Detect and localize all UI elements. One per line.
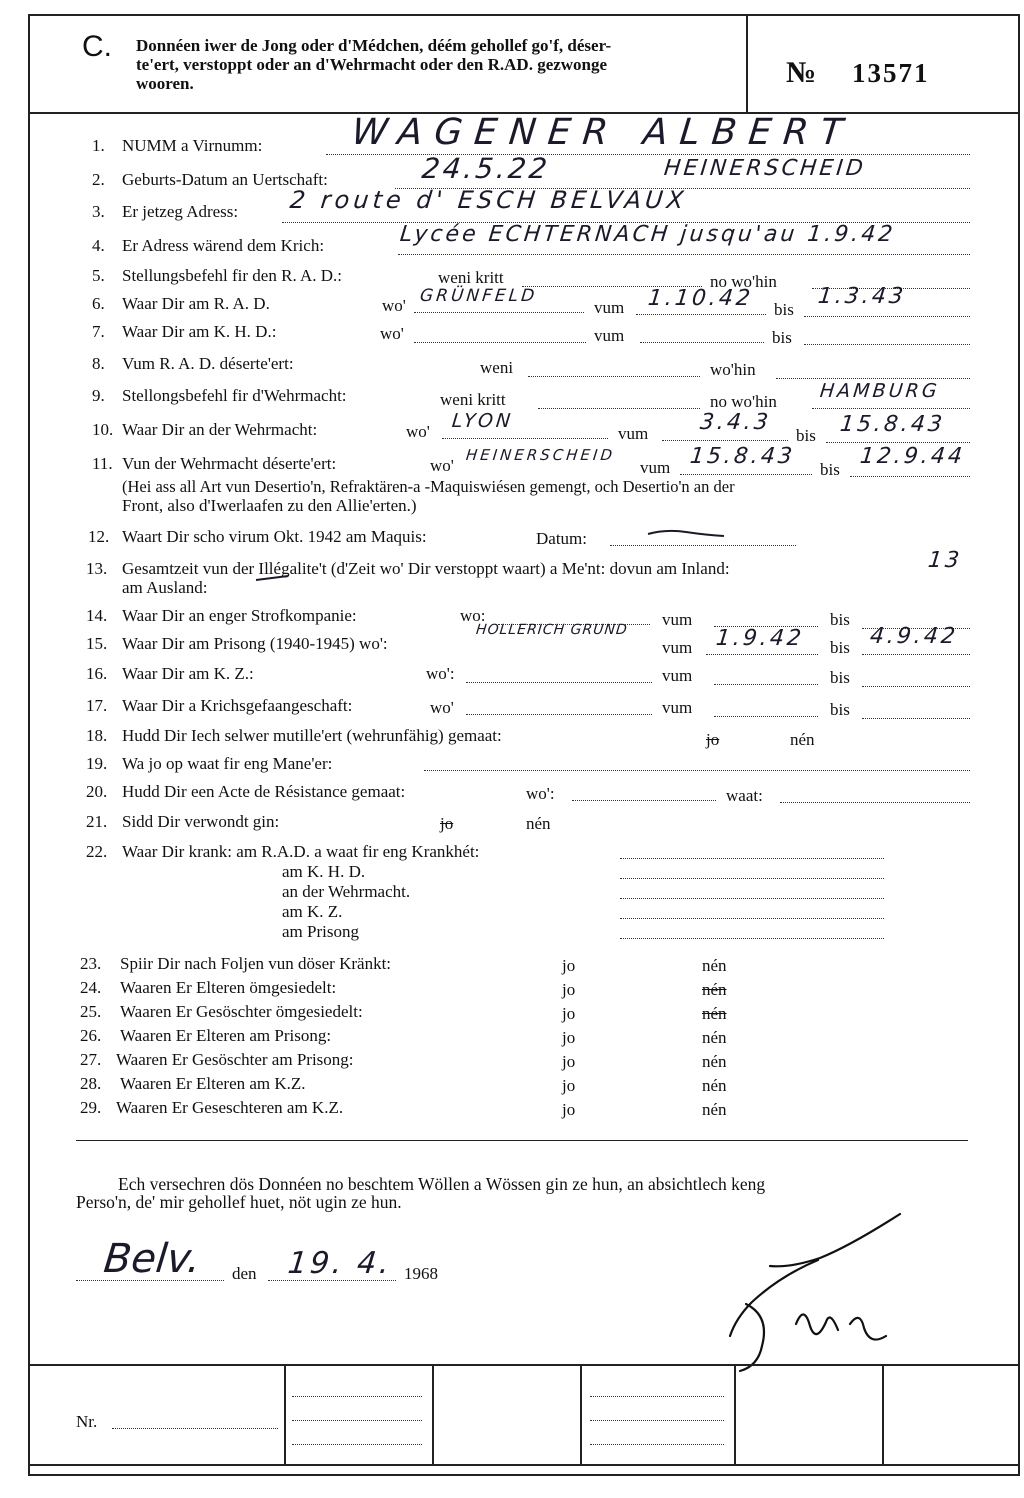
row-6-line-a: [414, 312, 584, 313]
row-16-line-b: [714, 684, 818, 685]
row-20-wo: wo':: [526, 784, 555, 803]
section-divider: [76, 1140, 968, 1141]
row-10-line-c: [826, 442, 970, 443]
place-value: Belv.: [101, 1236, 203, 1282]
header-divider: [746, 14, 748, 112]
row-10-line-a: [442, 438, 608, 439]
row-18-label: Hudd Dir Iech selwer mutille'ert (wehrunfähig) gemaat:: [122, 726, 502, 745]
row-15-wo-value: HOLLERICH GRUND: [475, 622, 629, 638]
row-13-inland-value: 13: [926, 548, 964, 573]
row-26-label: Waaren Er Elteren am Prisong:: [120, 1026, 332, 1045]
row-25-label: Waaren Er Gesöschter ömgesiedelt:: [120, 1002, 363, 1021]
row-11-wo-value: HEINERSCHEID: [465, 446, 616, 464]
row-26-nen: nén: [702, 1028, 727, 1047]
row-12-datum: Datum:: [536, 529, 587, 548]
frame-right: [1018, 14, 1020, 1476]
row-6-wo: wo': [382, 296, 406, 315]
row-21-jo: jo: [440, 814, 454, 833]
row-8-line-b: [776, 378, 970, 379]
row-9-weni: weni kritt: [440, 390, 506, 409]
row-3-value: 2 route d' ESCH BELVAUX: [288, 186, 689, 214]
row-5-num: 5.: [92, 266, 105, 285]
row-22-sub-wehrmacht: an der Wehrmacht.: [282, 882, 411, 901]
footer-line-6: [590, 1444, 724, 1445]
frame-top: [28, 14, 1020, 16]
row-11-line-b: [680, 474, 812, 475]
row-13-num: 13.: [86, 559, 108, 578]
date-year: 1968: [404, 1264, 438, 1283]
form-letter: C.: [82, 30, 112, 63]
row-11-bis-value: 12.9.44: [858, 444, 967, 469]
row-16-wo: wo':: [426, 664, 455, 683]
row-23-label: Spiir Dir nach Foljen vun döser Kränkt:: [120, 954, 392, 973]
row-10-bis-value: 15.8.43: [838, 412, 947, 437]
row-9-line-b: [812, 408, 970, 409]
row-27-nen: nén: [702, 1052, 727, 1071]
row-15-num: 15.: [86, 634, 108, 653]
row-28-jo: jo: [562, 1076, 576, 1095]
row-24-jo: jo: [562, 980, 576, 999]
row-10-wo-value: LYON: [450, 410, 515, 432]
row-18-num: 18.: [86, 726, 108, 745]
row-21-nen: nén: [526, 814, 551, 833]
row-19-num: 19.: [86, 754, 108, 773]
row-11-line-c: [850, 476, 970, 477]
row-3-num: 3.: [92, 202, 105, 221]
row-6-num: 6.: [92, 294, 105, 313]
row-9-nowohin: no wo'hin: [710, 392, 777, 411]
row-20-waat: waat:: [726, 786, 763, 805]
row-29-num: 29.: [80, 1098, 102, 1117]
row-1-label: NUMM a Virnumm:: [122, 136, 263, 155]
row-11-note-2: Front, also d'Iwerlaafen zu den Allie'erten.): [122, 496, 417, 515]
footer-top: [28, 1364, 1020, 1366]
row-15-label: Waar Dir am Prisong (1940-1945) wo':: [122, 634, 388, 653]
footer-col-3: [580, 1364, 582, 1464]
footer-col-4: [734, 1364, 736, 1464]
row-25-jo: jo: [562, 1004, 576, 1023]
row-10-label: Waar Dir an der Wehrmacht:: [122, 420, 318, 439]
row-14-wo: wo:: [460, 606, 486, 625]
row-17-vum: vum: [662, 698, 693, 717]
row-6-bis: bis: [774, 300, 794, 319]
row-26-num: 26.: [80, 1026, 102, 1045]
row-22-line-0: [620, 858, 884, 859]
row-11-vum: vum: [640, 458, 671, 477]
row-8-weni: weni: [480, 358, 514, 377]
footer-nr: Nr.: [76, 1412, 98, 1431]
footer-nr-line: [112, 1428, 278, 1429]
row-29-jo: jo: [562, 1100, 576, 1119]
row-19-label: Wa jo op waat fir eng Mane'er:: [122, 754, 333, 773]
row-14-label: Waar Dir an enger Strofkompanie:: [122, 606, 357, 625]
row-2-label: Geburts-Datum an Uertschaft:: [122, 170, 328, 189]
row-12-label: Waart Dir scho virum Okt. 1942 am Maquis:: [122, 527, 427, 546]
row-13-ausland: am Ausland:: [122, 578, 208, 597]
row-15-bis: bis: [830, 638, 850, 657]
row-29-nen: nén: [702, 1100, 727, 1119]
row-27-jo: jo: [562, 1052, 576, 1071]
row-7-line-b: [640, 342, 764, 343]
row-15-line-c: [862, 654, 970, 655]
row-28-label: Waaren Er Elteren am K.Z.: [120, 1074, 306, 1093]
row-7-wo: wo': [380, 324, 404, 343]
row-9-label: Stellongsbefehl fir d'Wehrmacht:: [122, 386, 347, 405]
signature: [700, 1206, 920, 1376]
row-10-wo: wo': [406, 422, 430, 441]
row-16-label: Waar Dir am K. Z.:: [122, 664, 254, 683]
row-12-num: 12.: [88, 527, 110, 546]
footer-col-5: [882, 1364, 884, 1464]
row-14-bis: bis: [830, 610, 850, 629]
row-11-label: Vun der Wehrmacht déserte'ert:: [122, 454, 337, 473]
row-26-jo: jo: [562, 1028, 576, 1047]
row-2-place: HEINERSCHEID: [662, 156, 868, 181]
row-9-line-a: [538, 408, 700, 409]
row-9-nowohin-value: HAMBURG: [818, 380, 941, 402]
row-11-vum-value: 15.8.43: [688, 444, 797, 469]
row-19-line: [424, 770, 970, 771]
row-7-bis: bis: [772, 328, 792, 347]
row-22-line-3: [620, 918, 884, 919]
row-2-date: 24.5.22: [420, 152, 552, 185]
row-17-line-b: [714, 716, 818, 717]
footer-line-2: [292, 1420, 422, 1421]
row-16-line-a: [466, 682, 652, 683]
row-17-line-c: [862, 718, 970, 719]
row-6-vum: vum: [594, 298, 625, 317]
frame-bottom: [28, 1474, 1020, 1476]
row-23-jo: jo: [562, 956, 576, 975]
row-17-label: Waar Dir a Krichsgefaangeschaft:: [122, 696, 353, 715]
row-11-note-1: (Hei ass all Art vun Desertio'n, Refraktären-a -Maquiswiésen gemengt, och Desertio'n an der: [122, 477, 735, 496]
row-27-label: Waaren Er Gesöschter am Prisong:: [116, 1050, 354, 1069]
row-4-num: 4.: [92, 236, 105, 255]
row-17-wo: wo': [430, 698, 454, 717]
footer-col-1: [284, 1364, 286, 1464]
footer-line-1: [292, 1396, 422, 1397]
row-4-value: Lycée ECHTERNACH jusqu'au 1.9.42: [398, 222, 897, 247]
form-title: Donnéen iwer de Jong oder d'Médchen, déém gehollef go'f, déser- te'ert, verstoppt oder an d'Wehrmacht oder den R.AD. gezwonge wooren.: [136, 36, 612, 93]
row-24-nen: nén: [702, 980, 727, 999]
form-number: 13571: [852, 58, 930, 88]
row-5-weni: weni kritt: [438, 268, 504, 287]
row-13-label: Gesamtzeit vun der Illégalite't (d'Zeit wo' Dir verstoppt waart) a Me'nt: dovun am Inland:: [122, 559, 730, 578]
row-4-line: [398, 254, 970, 255]
row-6-vum-value: 1.10.42: [646, 286, 755, 311]
row-7-vum: vum: [594, 326, 625, 345]
row-20-line-a: [572, 800, 716, 801]
footer-bottom: [28, 1464, 1020, 1466]
row-10-num: 10.: [92, 420, 114, 439]
row-5-nowohin: no wo'hin: [710, 272, 777, 291]
row-16-vum: vum: [662, 666, 693, 685]
row-8-line-a: [528, 376, 700, 377]
row-13-ausland-dash: [254, 572, 290, 584]
row-6-wo-value: GRÜNFELD: [418, 286, 539, 306]
row-16-bis: bis: [830, 668, 850, 687]
row-3-label: Er jetzeg Adress:: [122, 202, 239, 221]
row-15-vum-value: 1.9.42: [714, 626, 806, 651]
row-27-num: 27.: [80, 1050, 102, 1069]
row-6-line-c: [804, 316, 970, 317]
row-15-vum: vum: [662, 638, 693, 657]
date-value: 19. 4.: [286, 1246, 394, 1281]
footer-col-2: [432, 1364, 434, 1464]
row-22-line-2: [620, 898, 884, 899]
date-den: den: [232, 1264, 257, 1283]
row-6-label: Waar Dir am R. A. D.: [122, 294, 270, 313]
footer-line-5: [590, 1420, 724, 1421]
row-15-bis-value: 4.9.42: [868, 624, 960, 649]
row-10-vum: vum: [618, 424, 649, 443]
row-16-line-c: [862, 686, 970, 687]
row-21-num: 21.: [86, 812, 108, 831]
row-23-nen: nén: [702, 956, 727, 975]
row-10-vum-value: 3.4.3: [698, 410, 773, 435]
row-20-line-b: [780, 802, 970, 803]
row-17-line-a: [466, 714, 652, 715]
row-29-label: Waaren Er Geseschteren am K.Z.: [116, 1098, 344, 1117]
row-8-label: Vum R. A. D. déserte'ert:: [122, 354, 294, 373]
footer-line-4: [590, 1396, 724, 1397]
row-10-line-b: [662, 440, 788, 441]
row-11-wo: wo': [430, 456, 454, 475]
row-22-sub-prisong: am Prisong: [282, 922, 359, 941]
row-7-label: Waar Dir am K. H. D.:: [122, 322, 277, 341]
row-7-num: 7.: [92, 322, 105, 341]
row-24-label: Waaren Er Elteren ömgesiedelt:: [120, 978, 337, 997]
row-25-nen: nén: [702, 1004, 727, 1023]
row-24-num: 24.: [80, 978, 102, 997]
row-20-num: 20.: [86, 782, 108, 801]
row-23-num: 23.: [80, 954, 102, 973]
row-8-wohin: wo'hin: [710, 360, 756, 379]
row-8-num: 8.: [92, 354, 105, 373]
row-5-label: Stellungsbefehl fir den R. A. D.:: [122, 266, 343, 285]
row-6-bis-value: 1.3.43: [816, 284, 908, 309]
row-22-sub-kz: am K. Z.: [282, 902, 343, 921]
row-14-vum: vum: [662, 610, 693, 629]
declaration-line-2: Perso'n, de' mir gehollef huet, nöt ugin ze hun.: [76, 1192, 402, 1212]
row-7-line-a: [414, 342, 586, 343]
row-11-num: 11.: [92, 454, 113, 473]
row-18-nen: nén: [790, 730, 815, 749]
row-11-bis: bis: [820, 460, 840, 479]
declaration-line-1: Ech versechren dös Donnéen no beschtem Wöllen a Wössen gin ze hun, an absichtlech keng: [118, 1174, 766, 1194]
row-15-line-b: [706, 654, 818, 655]
frame-left: [28, 14, 30, 1476]
row-22-num: 22.: [86, 842, 108, 861]
row-20-label: Hudd Dir een Acte de Résistance gemaat:: [122, 782, 406, 801]
row-7-line-c: [804, 344, 970, 345]
row-1-value: WAGENER ALBERT: [349, 112, 857, 153]
row-22-sub-khd: am K. H. D.: [282, 862, 366, 881]
row-6-line-b: [636, 314, 766, 315]
row-28-num: 28.: [80, 1074, 102, 1093]
row-12-dash-mark: [646, 526, 726, 540]
row-22-label: Waar Dir krank: am R.A.D. a waat fir eng Krankhét:: [122, 842, 480, 861]
row-9-num: 9.: [92, 386, 105, 405]
row-2-num: 2.: [92, 170, 105, 189]
footer-line-3: [292, 1444, 422, 1445]
row-18-jo: jo: [706, 730, 720, 749]
row-28-nen: nén: [702, 1076, 727, 1095]
row-25-num: 25.: [80, 1002, 102, 1021]
row-22-line-1: [620, 878, 884, 879]
row-4-label: Er Adress wärend dem Krich:: [122, 236, 325, 255]
row-12-line: [610, 545, 796, 546]
row-21-label: Sidd Dir verwondt gin:: [122, 812, 280, 831]
row-10-bis: bis: [796, 426, 816, 445]
row-16-num: 16.: [86, 664, 108, 683]
row-14-num: 14.: [86, 606, 108, 625]
row-22-line-4: [620, 938, 884, 939]
number-label: №: [786, 56, 817, 89]
row-17-num: 17.: [86, 696, 108, 715]
row-1-num: 1.: [92, 136, 105, 155]
row-17-bis: bis: [830, 700, 850, 719]
